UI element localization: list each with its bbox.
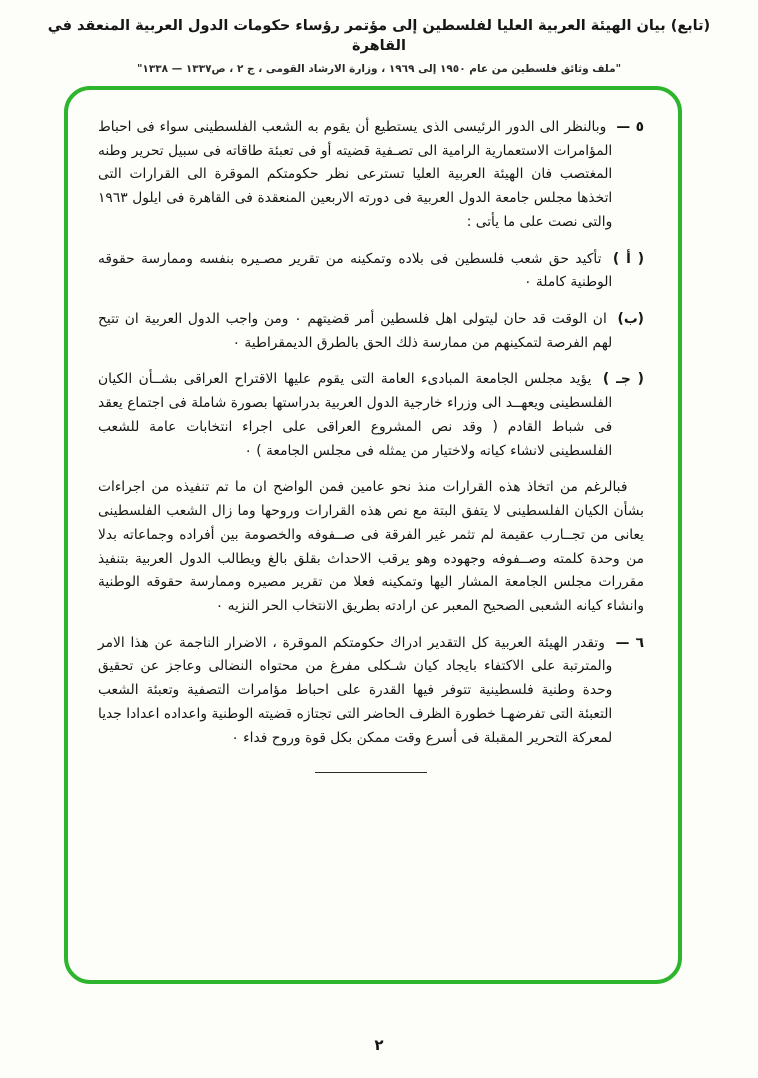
paragraph-item-c-text: يؤيد مجلس الجامعة المبادىء العامة التى يقوم عليها الاقتراح العراقى بشــأن الكيان الفلسطينى ويعهــد الى وزراء خارجية الدول العربية بدراستها بصورة شاملة فى اجتماع يعقد فى شباط القادم ( وقد نص المشروع العراقى على اجراء انتخابات عامة للشعب الفلسطينى لانشاء كيانه ولاختيار من يمثله فى مجلس الجامعة ) ٠ bbox=[98, 371, 613, 459]
paragraph-6-marker: ٦ — bbox=[615, 634, 645, 651]
paragraph-6-text: وتقدر الهيئة العربية كل التقدير ادراك حكومتكم الموقرة ، الاضرار الناجمة عن هذا الامر والمترتبة على الاكتفاء بايجاد كيان شـكلى مفرغ من محتواه النضالى وعاجز عن تحقيق وحدة وطنية فلسطينية تتوفر فيها القدرة على احباط مؤامرات التصفية وتعبئة الشعب التعبئة التى تفرضهـا خطورة الظرف الحاضر التى تجتازه قضيته الوطنية واعداده اعدادا جديا لمعركة التحرير المقبلة فى أسرع وقت ممكن بكل قوة وروح فداء ٠ bbox=[98, 634, 613, 746]
paragraph-item-a bbox=[98, 248, 644, 295]
green-border-frame bbox=[64, 86, 682, 984]
paragraph-item-b-marker: (ب) bbox=[617, 311, 644, 328]
paragraph-item-c bbox=[98, 368, 644, 463]
paragraph-item-a-marker: ( أ ) bbox=[612, 250, 645, 267]
end-of-text-divider bbox=[315, 772, 427, 773]
document-title: (تابع) بيان الهيئة العربية العليا لفلسطين إلى مؤتمر رؤساء حكومات الدول العربية المنعقد في القاهرة bbox=[47, 18, 711, 55]
paragraph-item-a-text: تأكيد حق شعب فلسطين فى بلاده وتمكينه من تقرير مصـيره بنفسه وممارسة حقوقه الوطنية كاملة ٠ bbox=[98, 250, 613, 291]
page-number: ٢ bbox=[374, 1036, 384, 1054]
paragraph-6 bbox=[98, 632, 644, 751]
paragraph-5-text: وبالنظر الى الدور الرئيسى الذى يستطيع أن يقوم به الشعب الفلسطينى سواء فى احباط المؤامرات الاستعمارية الرامية الى تصـفية قضيته أو فى تعبئة طاقاته فى سبيل تحرير وطنه المغتصب فان الهيئة العربية العليا تسترعى نظر حكومتكم الموقرة الى القرارات التى اتخذها مجلس جامعة الدول العربية فى دورته الاربعين المنعقدة فى القاهرة فى ايلول ١٩٦٣ والتى نصت على ما يأتى : bbox=[98, 119, 613, 230]
document-body bbox=[68, 90, 678, 773]
paragraph-commentary bbox=[98, 476, 644, 618]
paragraph-item-b-text: ان الوقت قد حان ليتولى اهل فلسطين أمر قضيتهم ٠ ومن واجب الدول العربية ان تتيح لهم الفرصة لتمكينهم من ممارسة ذلك الحق بالطرق الديمقراطية ٠ bbox=[98, 311, 613, 351]
paragraph-item-b bbox=[98, 308, 644, 355]
paragraph-5 bbox=[98, 116, 644, 235]
paragraph-item-c-marker: ( جـ ) bbox=[602, 371, 644, 388]
paragraph-commentary-text: فبالرغم من اتخاذ هذه القرارات منذ نحو عامين فمن الواضح ان ما تم تنفيذه من اجراءات بشأن الكيان الفلسطينى لا يتفق البتة مع نص هذه القرارات وروحها وما زال الشعب الفلسطينى يعانى من تجــارب عقيمة لم تثمر غير الفرقة فى صــفوفه والخصومة بين أفراده وجماعاته بدلا من وحدة كلمته وصــفوفه وجهوده وهو يرقب الاحداث بقلق بالغ ويطالب الدول العربية بتنفيذ مقررات مجلس الجامعة المشار اليها وتمكينه فعلا من تقرير مصيره وممارسة حقوقه الوطنية وانشاء كيانه الشعبى الصحيح المعبر عن ارادته بطريق الانتخاب الحر النزيه ٠ bbox=[98, 479, 644, 614]
document-source-citation: "ملف وثائق فلسطين من عام ١٩٥٠ إلى ١٩٦٩ ، وزارة الارشاد القومى ، ج ٢ ، ص١٣٣٧ — ١٣٣٨" bbox=[136, 62, 622, 75]
document-header bbox=[0, 0, 758, 75]
paragraph-5-marker: ٥ — bbox=[616, 119, 644, 135]
